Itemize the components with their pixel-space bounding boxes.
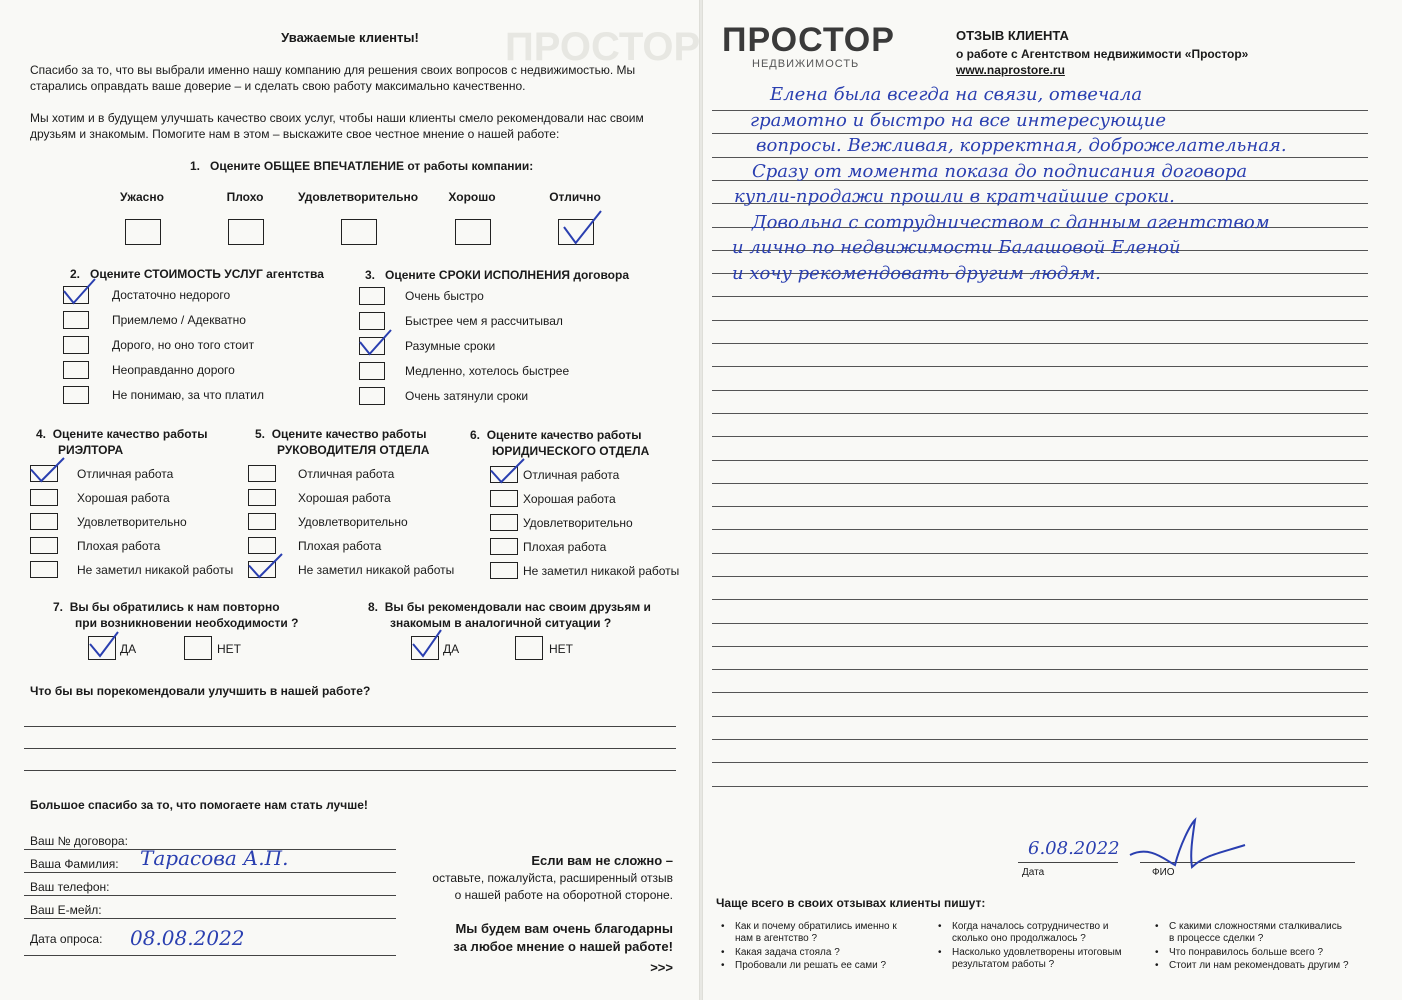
q1-option-label: Плохо: [226, 190, 264, 204]
logo-sub: НЕДВИЖИМОСТЬ: [752, 58, 860, 70]
q4-option-label: Хорошая работа: [77, 491, 170, 505]
review-ruled-line[interactable]: [712, 436, 1368, 437]
email-input[interactable]: [24, 918, 396, 919]
q6-option-label: Удовлетворительно: [523, 516, 633, 530]
q4-option-label: Удовлетворительно: [77, 515, 187, 529]
survey-heading: Уважаемые клиенты!: [281, 30, 419, 45]
review-ruled-line[interactable]: [712, 669, 1368, 670]
q2-option-checkbox[interactable]: [63, 336, 89, 354]
q2-option-label: Приемлемо / Адекватно: [112, 313, 246, 327]
q5-option-label: Хорошая работа: [298, 491, 391, 505]
survey-intro-1: Спасибо за то, что вы выбрали именно нашу компанию для решения своих вопросов с недвижимостью. Мы старались оправдать ваше доверие – и сделать свою работу максимально качественно.: [30, 63, 636, 93]
review-subtitle: о работе с Агентством недвижимости «Простор»: [956, 47, 1249, 61]
review-ruled-line[interactable]: [712, 716, 1368, 717]
tip-item: • Насколько удовлетворены итоговым результатом работы ?: [952, 947, 1132, 971]
q4-title: 4. Оцените качество работы РИЭЛТОРА: [36, 427, 208, 457]
review-ruled-line[interactable]: [712, 296, 1368, 297]
q1-option-label: Хорошо: [448, 190, 496, 204]
q6-option-label: Отличная работа: [523, 468, 620, 482]
checkmark-icon: [246, 551, 284, 580]
q1-option-label: Отлично: [549, 190, 601, 204]
review-line-handwritten: Сразу от момента показа до подписания договора: [752, 160, 1248, 182]
q2-option-label: Достаточно недорого: [112, 288, 231, 302]
survey-intro-2: Мы хотим и в будущем улучшать качество своих услуг, чтобы наши клиенты смело рекомендовали нас своим друзьям и знакомым. Помогите нам в этом – выскажите свое честное мнение о нашей работе:: [30, 111, 644, 141]
bleed-through-logo: ПРОСТОР: [505, 25, 701, 69]
review-ruled-line[interactable]: [712, 483, 1368, 484]
review-ruled-line[interactable]: [712, 786, 1368, 787]
q2-option-label: Неоправданно дорого: [112, 363, 235, 377]
review-ruled-line[interactable]: [712, 366, 1368, 367]
prostor-logo: [722, 22, 895, 70]
q4-option-checkbox[interactable]: [30, 561, 58, 578]
date-caption: Дата: [1022, 867, 1045, 878]
q1-option-checkbox[interactable]: [455, 219, 491, 245]
q5-option-label: Отличная работа: [298, 467, 395, 481]
q6-option-checkbox[interactable]: [490, 538, 518, 555]
logo-name: ПРОСТОР: [722, 21, 895, 59]
q5-option-label: Удовлетворительно: [298, 515, 408, 529]
q8-no-label: НЕТ: [549, 642, 573, 656]
signature-mark: [1120, 815, 1250, 875]
q5-option-checkbox[interactable]: [248, 513, 276, 530]
tip-item: • Стоит ли нам рекомендовать другим ?: [1169, 960, 1349, 972]
q5-option-checkbox[interactable]: [248, 489, 276, 506]
improve-line[interactable]: [24, 726, 676, 727]
improve-question: Что бы вы порекомендовали улучшить в нашей работе?: [30, 684, 371, 698]
date-handwritten: 08.08.2022: [130, 926, 245, 950]
date-input[interactable]: [24, 955, 396, 956]
note-line-2: о нашей работе на оборотной стороне.: [454, 888, 673, 902]
sign-date-line[interactable]: [1018, 862, 1118, 863]
q7-title: 7. Вы бы обратились к нам повторно при возникновении необходимости ?: [53, 600, 299, 630]
review-line-handwritten: грамотно и быстро на все интересующие: [750, 109, 1167, 131]
q8-no-checkbox[interactable]: [515, 636, 543, 660]
review-line-handwritten: Елена была всегда на связи, отвечала: [770, 84, 1143, 105]
q5-title: 5. Оцените качество работы РУКОВОДИТЕЛЯ ОТДЕЛА: [255, 427, 430, 457]
review-title: ОТЗЫВ КЛИЕНТА: [956, 28, 1069, 43]
thanks-text: Большое спасибо за то, что помогаете нам стать лучше!: [30, 798, 368, 812]
q1-title: 1. Оцените ОБЩЕЕ ВПЕЧАТЛЕНИЕ от работы компании:: [190, 159, 534, 173]
q1-option-label: Удовлетворительно: [298, 190, 419, 204]
review-line-handwritten: вопросы. Вежливая, корректная, доброжелательная.: [756, 135, 1287, 156]
q4-option-label: Отличная работа: [77, 467, 174, 481]
date-label: Дата опроса:: [30, 932, 103, 946]
q2-option-checkbox[interactable]: [63, 386, 89, 404]
q6-option-checkbox[interactable]: [490, 514, 518, 531]
q1-option-checkbox[interactable]: [341, 219, 377, 245]
review-ruled-line[interactable]: [712, 646, 1368, 647]
q3-option-label: Быстрее чем я рассчитывал: [405, 314, 563, 328]
q3-option-label: Медленно, хотелось быстрее: [405, 364, 570, 378]
q5-option-label: Плохая работа: [298, 539, 382, 553]
q7-no-label: НЕТ: [217, 642, 241, 656]
improve-line[interactable]: [24, 748, 676, 749]
review-ruled-line[interactable]: [712, 390, 1368, 391]
improve-line[interactable]: [24, 770, 676, 771]
checkmark-icon: [561, 208, 603, 246]
q1-option-checkbox[interactable]: [125, 219, 161, 245]
tip-item: • Пробовали ли решать ее сами ?: [735, 960, 915, 972]
review-ruled-line[interactable]: [712, 623, 1368, 624]
arrows-icon: >>>: [650, 960, 673, 975]
checkmark-icon: [28, 455, 66, 484]
q4-option-checkbox[interactable]: [30, 537, 58, 554]
q6-option-label: Не заметил никакой работы: [523, 564, 680, 578]
checkmark-icon: [357, 327, 393, 357]
q3-option-checkbox[interactable]: [359, 387, 385, 405]
q3-option-label: Очень быстро: [405, 289, 484, 303]
q3-option-checkbox[interactable]: [359, 362, 385, 380]
review-ruled-line[interactable]: [712, 413, 1368, 414]
review-ruled-line[interactable]: [712, 739, 1368, 740]
phone-input[interactable]: [24, 895, 396, 896]
q2-title: 2. Оцените СТОИМОСТЬ УСЛУГ агентства: [70, 267, 324, 281]
contract-label: Ваш № договора:: [30, 834, 128, 848]
review-ruled-line[interactable]: [712, 320, 1368, 321]
checkmark-icon: [409, 626, 445, 660]
grateful-line-1: Мы будем вам очень благодарны: [455, 921, 673, 936]
q3-option-label: Очень затянули сроки: [405, 389, 529, 403]
q3-title: 3. Оцените СРОКИ ИСПОЛНЕНИЯ договора: [365, 268, 630, 282]
page-fold: [699, 0, 703, 1000]
q6-title: 6. Оцените качество работы ЮРИДИЧЕСКОГО ОТДЕЛА: [470, 428, 650, 458]
note-line-1: оставьте, пожалуйста, расширенный отзыв: [432, 871, 673, 885]
q6-option-checkbox[interactable]: [490, 490, 518, 507]
review-ruled-line[interactable]: [712, 553, 1368, 554]
surname-handwritten: Тарасова А.П.: [140, 846, 289, 870]
checkmark-icon: [61, 276, 97, 306]
q4-option-checkbox[interactable]: [30, 489, 58, 506]
q4-option-label: Плохая работа: [77, 539, 161, 553]
q7-yes-label: ДА: [120, 642, 137, 656]
q2-option-checkbox[interactable]: [63, 361, 89, 379]
phone-label: Ваш телефон:: [30, 880, 110, 894]
q7-no-checkbox[interactable]: [184, 636, 212, 660]
q3-option-checkbox[interactable]: [359, 287, 385, 305]
review-ruled-line[interactable]: [712, 133, 1368, 134]
q3-option-label: Разумные сроки: [405, 339, 496, 353]
q4-option-checkbox[interactable]: [30, 513, 58, 530]
surname-label: Ваша Фамилия:: [30, 857, 119, 871]
q8-yes-label: ДА: [443, 642, 460, 656]
q5-option-checkbox[interactable]: [248, 465, 276, 482]
review-line-handwritten: купли-продажи прошли в кратчайшие сроки.: [734, 186, 1175, 207]
review-line-handwritten: Довольна с сотрудничеством с данным агентством: [752, 211, 1270, 233]
tip-item: • Когда началось сотрудничество и сколько оно продолжалось ?: [952, 921, 1132, 945]
tip-item: • Что понравилось больше всего ?: [1169, 947, 1349, 959]
email-label: Ваш E-мейл:: [30, 903, 102, 917]
surname-input[interactable]: [24, 872, 396, 873]
q5-option-label: Не заметил никакой работы: [298, 563, 455, 577]
review-ruled-line[interactable]: [712, 576, 1368, 577]
review-ruled-line[interactable]: [712, 599, 1368, 600]
review-line-handwritten: и лично по недвижимости Балашовой Еленой: [732, 237, 1181, 258]
grateful-line-2: за любое мнение о нашей работе!: [453, 939, 673, 954]
q6-option-label: Хорошая работа: [523, 492, 616, 506]
q1-option-label: Ужасно: [120, 190, 164, 204]
note-title: Если вам не сложно –: [531, 853, 673, 868]
q8-title: 8. Вы бы рекомендовали нас своим друзьям и знакомым в аналогичной ситуации ?: [368, 600, 651, 630]
checkmark-icon: [86, 628, 122, 660]
review-ruled-line[interactable]: [712, 762, 1368, 763]
tip-item: • Какая задача стояла ?: [735, 947, 915, 959]
review-ruled-line[interactable]: [712, 157, 1368, 158]
q4-option-label: Не заметил никакой работы: [77, 563, 234, 577]
review-line-handwritten: и хочу рекомендовать другим людям.: [732, 262, 1101, 284]
tip-item: • С какими сложностями сталкивались в процессе сделки ?: [1169, 921, 1349, 945]
review-ruled-line[interactable]: [712, 529, 1368, 530]
q6-option-checkbox[interactable]: [490, 562, 518, 579]
q1-option-checkbox[interactable]: [228, 219, 264, 245]
tip-item: • Как и почему обратились именно к нам в агентство ?: [735, 921, 915, 945]
sign-date-handwritten: 6.08.2022: [1028, 838, 1120, 859]
often-title: Чаще всего в своих отзывах клиенты пишут:: [716, 896, 986, 910]
q6-option-label: Плохая работа: [523, 540, 607, 554]
fio-caption: ФИО: [1152, 867, 1175, 878]
review-ruled-line[interactable]: [712, 343, 1368, 344]
website-link[interactable]: www.naprostore.ru: [956, 63, 1065, 77]
q2-option-label: Дорого, но оно того стоит: [112, 338, 255, 352]
q2-option-checkbox[interactable]: [63, 311, 89, 329]
review-ruled-line[interactable]: [712, 506, 1368, 507]
checkmark-icon: [488, 456, 526, 485]
review-ruled-line[interactable]: [712, 460, 1368, 461]
review-ruled-line[interactable]: [712, 692, 1368, 693]
q2-option-label: Не понимаю, за что платил: [112, 388, 265, 402]
